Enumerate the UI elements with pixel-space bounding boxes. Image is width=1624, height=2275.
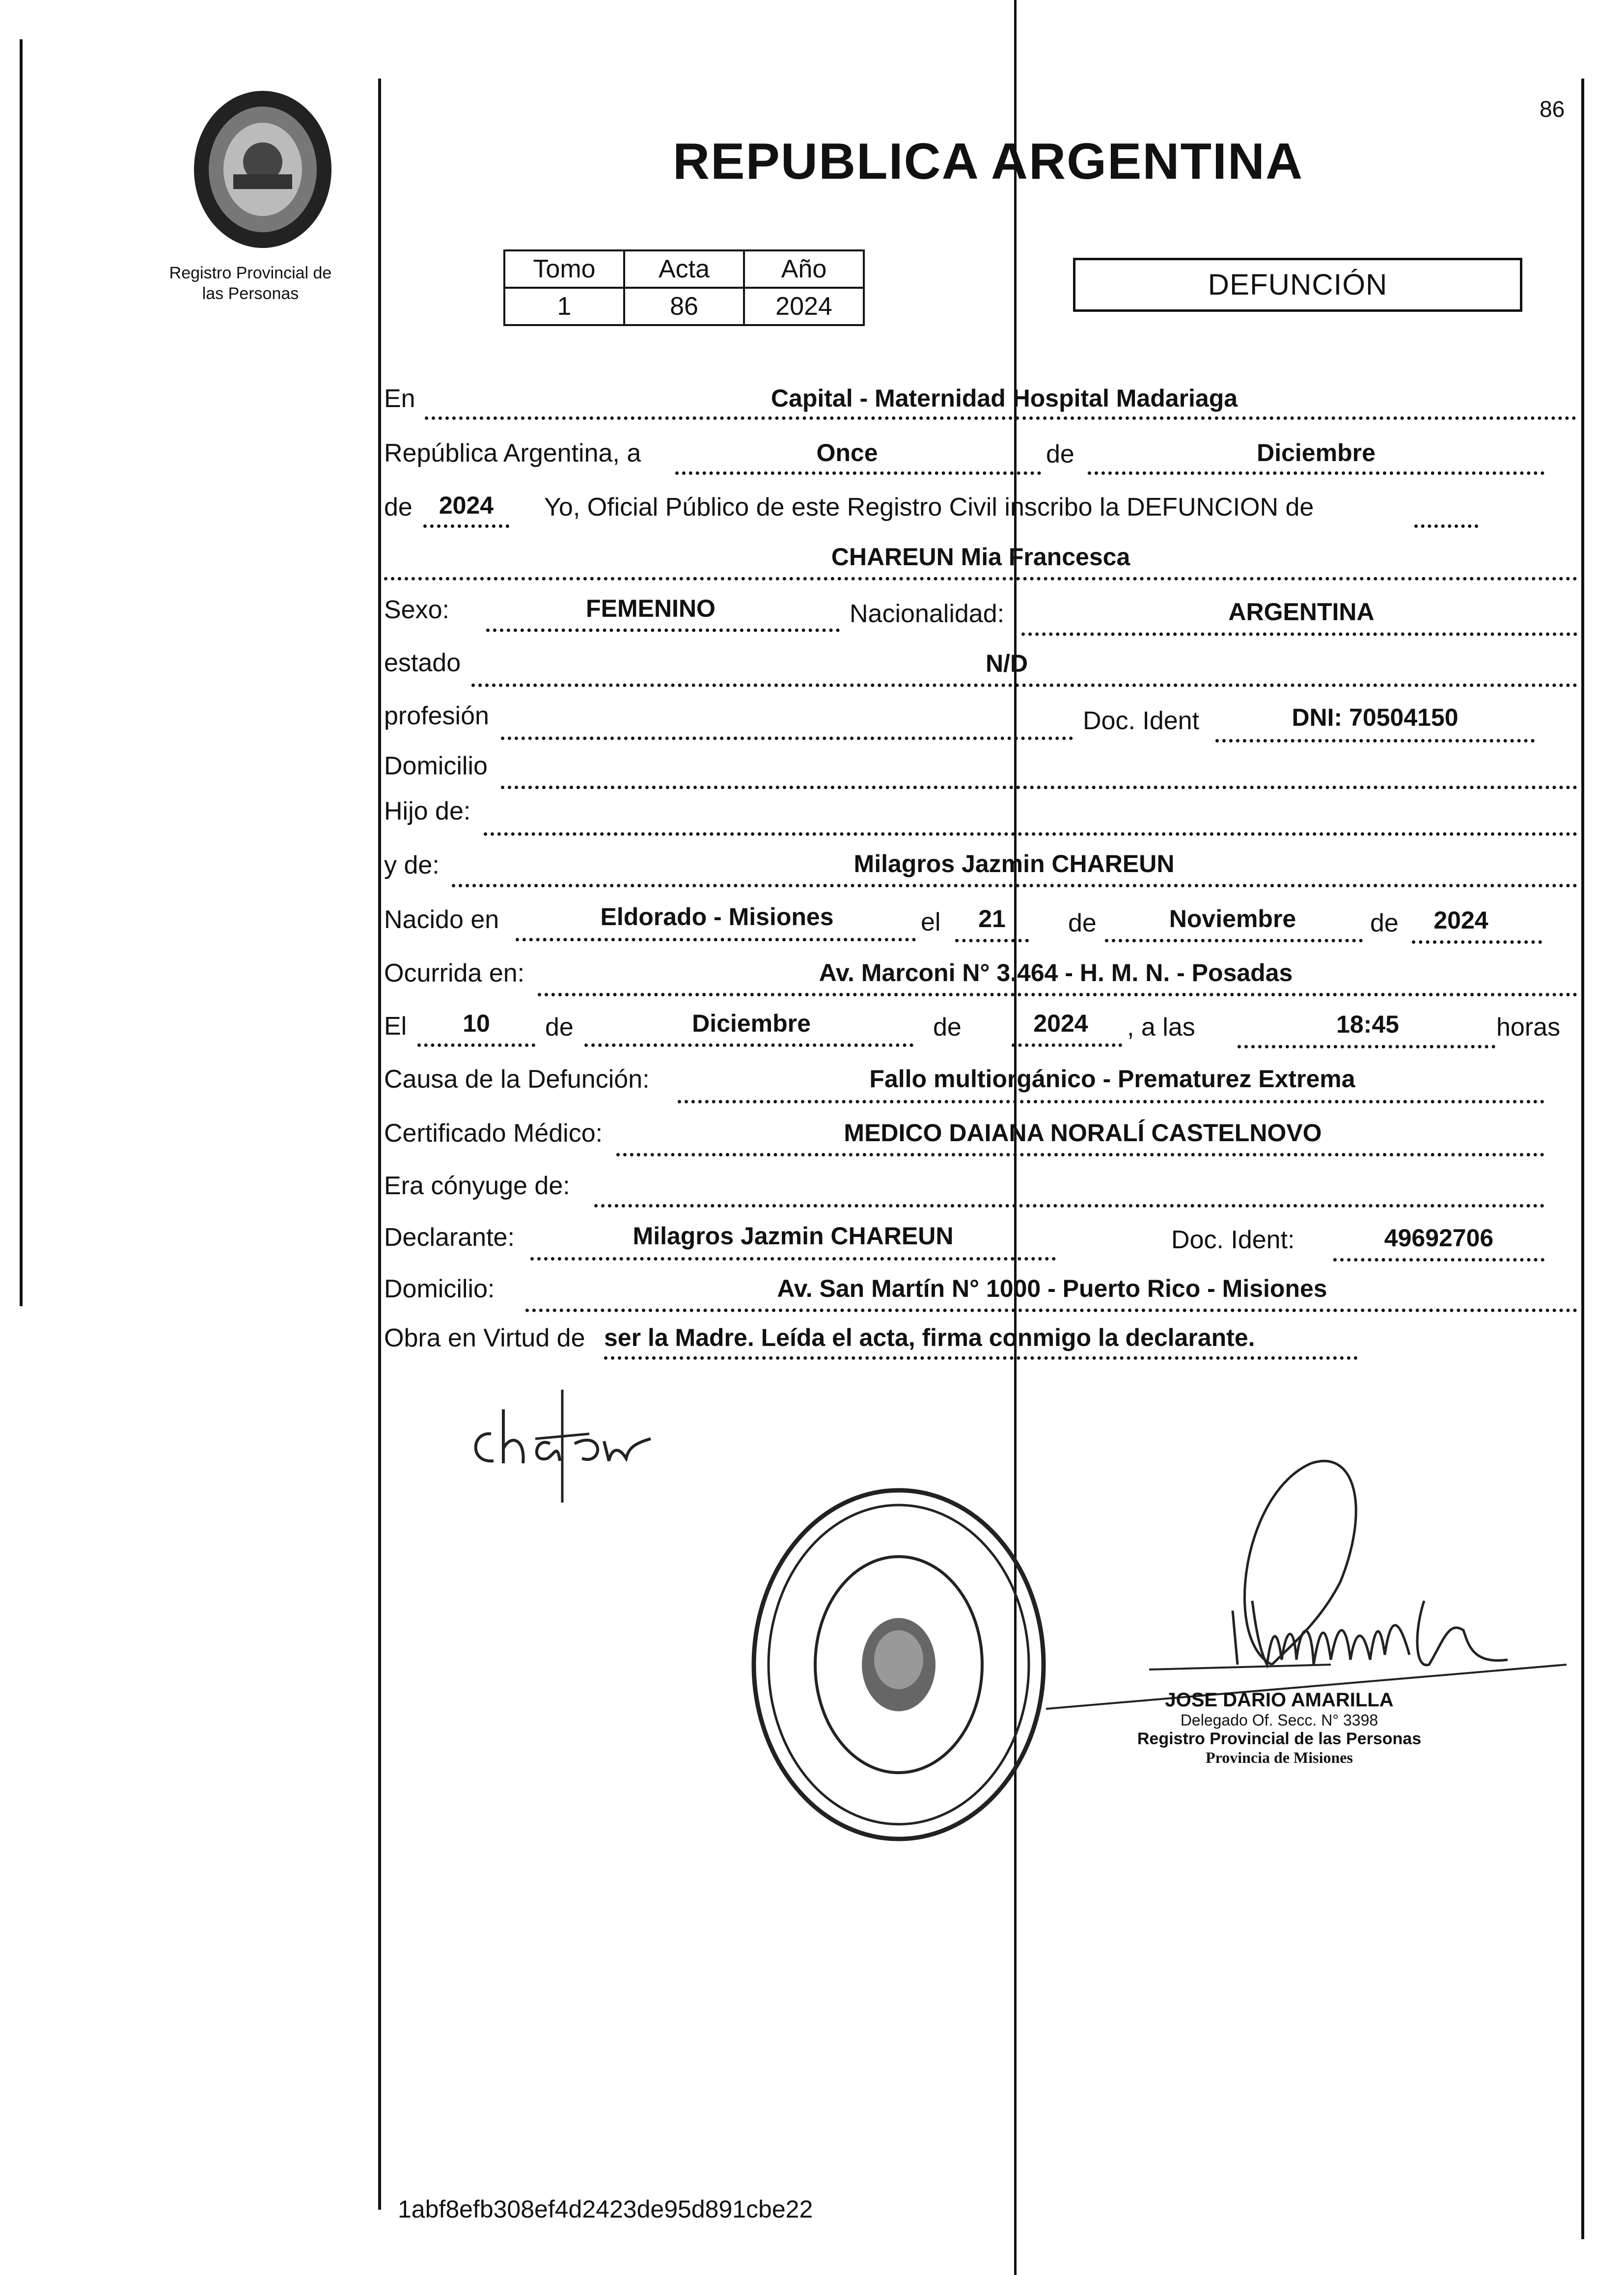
declarant-signature [457,1380,673,1508]
profesion-label: profesión [384,702,489,730]
fallec-time-line [1238,1045,1495,1048]
nombre-line [384,577,1577,580]
acta-header: Acta [624,250,744,288]
en-line [425,416,1576,420]
fallec-day-line [417,1043,535,1047]
estado-line [471,684,1577,687]
certificado-label: Certificado Médico: [384,1119,603,1148]
registry-label: Registro Provincial de las Personas [169,264,332,303]
officer-stamp [1107,1689,1451,1767]
form-right-border [1581,79,1584,2239]
doc-ident-label: Doc. Ident [1083,707,1200,735]
officer-signature [1036,1434,1581,1728]
officer-registry: Registro Provincial de las Personas [1137,1729,1422,1748]
obra-value: ser la Madre. Leída el acta, firma conmigo la declarante. [604,1324,1255,1351]
hijo-de-line [484,832,1577,836]
fallec-year: 2024 [1033,1010,1088,1037]
causa-value: Fallo multiorgánico - Prematurez Extrema [869,1065,1355,1093]
hijo-de-label: Hijo de: [384,797,471,825]
acta-value: 86 [624,288,744,325]
fecha-month-line [1088,471,1544,475]
conyuge-line [594,1204,1544,1207]
page-number: 86 [1540,96,1565,122]
inscripcion-year-line [423,524,509,528]
nacido-place: Eldorado - Misiones [600,903,834,931]
certificado-line [616,1153,1544,1156]
fecha-day: Once [816,439,878,466]
nacido-place-line [516,938,916,941]
officer-province: Provincia de Misiones [1206,1749,1353,1766]
page-title: REPUBLICA ARGENTINA [673,133,1304,190]
doc-ident-line [1215,739,1535,742]
fallec-el-label: El [384,1012,407,1041]
nacido-month-line [1105,939,1363,942]
sexo-line [486,629,840,632]
inscripcion-de-label: de [384,493,413,521]
profesion-line [501,737,1073,740]
nacionalidad-line [1021,632,1577,636]
nacido-de-label-2: de [1370,909,1399,937]
fallec-month-line [584,1043,913,1047]
y-de-value: Milagros Jazmin CHAREUN [853,850,1175,877]
certificado-value: MEDICO DAIANA NORALÍ CASTELNOVO [844,1119,1322,1147]
fecha-day-line [675,471,1041,475]
en-value: Capital - Maternidad Hospital Madariaga [771,384,1238,412]
nacido-month: Noviembre [1169,905,1296,932]
nacido-day-line [955,939,1029,942]
tomo-header: Tomo [504,250,624,288]
anio-value: 2024 [744,288,864,325]
deceased-name: CHAREUN Mia Francesca [831,543,1130,571]
officer-name: JOSE DARIO AMARILLA [1165,1689,1394,1711]
conyuge-label: Era cónyuge de: [384,1172,570,1200]
fallec-de-label-2: de [933,1013,962,1042]
fallec-a-las-label: , a las [1127,1013,1195,1042]
form-left-border [378,79,381,2210]
nacido-year-line [1412,940,1542,944]
fallec-horas-label: horas [1496,1013,1561,1042]
declarante-value: Milagros Jazmin CHAREUN [633,1222,954,1250]
nacionalidad-label: Nacionalidad: [850,600,1005,628]
ocurrida-value: Av. Marconi N° 3.464 - H. M. N. - Posadas [819,959,1293,987]
official-seal-icon [746,1483,1051,1846]
domicilio-declarante-label: Domicilio: [384,1275,495,1303]
en-label: En [384,384,415,413]
fallec-month: Diciembre [692,1010,811,1037]
anio-header: Año [744,250,864,288]
fallec-time: 18:45 [1336,1011,1399,1038]
declarante-label: Declarante: [384,1223,515,1252]
fecha-label: República Argentina, a [384,439,641,467]
officer-title: Delegado Of. Secc. N° 3398 [1180,1711,1378,1729]
domicilio-declarante-line [525,1309,1577,1312]
nacido-de-label: de [1068,909,1097,937]
left-margin-line [20,39,23,1306]
estado-value: N/D [985,650,1028,677]
causa-line [678,1100,1544,1103]
sexo-value: FEMENINO [586,595,716,622]
ocurrida-line [538,993,1577,996]
causa-label: Causa de la Defunción: [384,1065,650,1094]
fallec-de-label: de [545,1013,574,1042]
ocurrida-label: Ocurrida en: [384,959,525,987]
y-de-line [452,884,1577,887]
record-type-box: DEFUNCIÓN [1073,258,1522,312]
nacionalidad-value: ARGENTINA [1228,598,1375,626]
fecha-de-label: de [1046,440,1074,468]
y-de-label: y de: [384,851,440,879]
sexo-label: Sexo: [384,596,449,624]
nacido-el-label: el [921,908,941,936]
record-table [503,249,865,326]
fallec-year-line [1012,1043,1122,1047]
declarante-doc-value: 49692706 [1384,1224,1494,1252]
document-hash: 1abf8efb308ef4d2423de95d891cbe22 [398,2195,813,2223]
doc-ident-value: DNI: 70504150 [1292,704,1459,731]
provincial-crest-icon [189,88,336,250]
fallec-day: 10 [463,1010,490,1037]
domicilio-label: Domicilio [384,752,488,780]
nacido-year: 2024 [1433,906,1488,934]
nacido-label: Nacido en [384,905,499,934]
obra-line [604,1356,1358,1360]
tomo-value: 1 [504,288,624,325]
inscripcion-text: Yo, Oficial Público de este Registro Civil inscribo la DEFUNCION de [544,493,1314,521]
estado-label: estado [384,649,461,677]
domicilio-declarante-value: Av. San Martín N° 1000 - Puerto Rico - Misiones [777,1275,1327,1302]
declarante-doc-line [1333,1258,1544,1261]
inscripcion-tail-line [1414,524,1478,528]
domicilio-line [501,786,1577,789]
declarante-line [530,1257,1056,1261]
fecha-month: Diciembre [1257,439,1376,466]
obra-label: Obra en Virtud de [384,1324,585,1352]
nacido-day: 21 [978,905,1006,932]
declarante-doc-label: Doc. Ident: [1171,1226,1295,1254]
inscripcion-year: 2024 [439,492,494,519]
